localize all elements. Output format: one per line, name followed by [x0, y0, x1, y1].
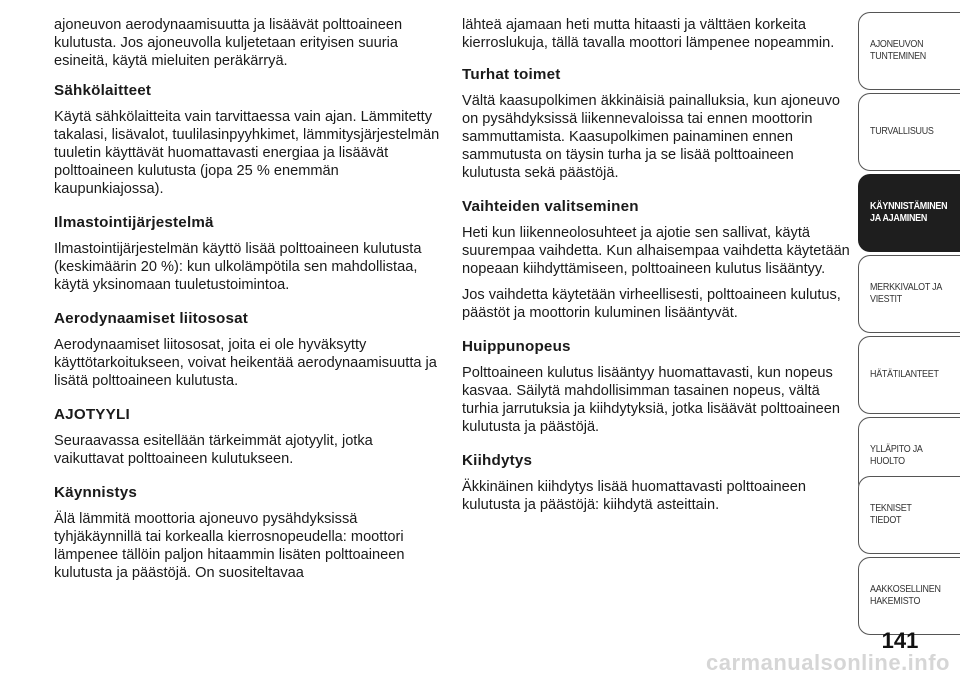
tab-safety[interactable] — [858, 93, 960, 171]
tab-alphabetical-index[interactable] — [858, 557, 960, 635]
paragraph-air-conditioning: Ilmastointijärjestelmän käyttö lisää polttoaineen kulutusta (keskimäärin 20 %): kun ulkolämpötila sen mahdollistaa, käytä yksinomaan tuuletustoimintoa. — [54, 241, 422, 293]
tab-emergencies[interactable] — [858, 336, 960, 414]
paragraph-acceleration: Äkkinäinen kiihdytys lisää huomattavasti polttoaineen kulutusta ja päästöjä: kiihdytä asteittain. — [462, 479, 806, 513]
paragraph-aerodynamic-parts: Aerodynaamiset liitososat, joita ei ole hyväksytty käyttötarkoitukseen, voivat heikentää aerodynaamisuutta ja lisätä polttoaineen kulutusta. — [54, 337, 437, 389]
heading-acceleration: Kiihdytys — [462, 452, 533, 469]
paragraph-starting: Älä lämmitä moottoria ajoneuvo pysähdyksissä tyhjäkäynnillä tai korkealla kierrosnopeudella: moottori lämpenee tällöin paljon hitaammin lisäten polttoaineen kulutusta ja päästöjä. On suositeltavaa — [54, 511, 405, 581]
watermark: carmanualsonline.info — [706, 650, 950, 675]
paragraph-driving-style: Seuraavassa esitellään tärkeimmät ajotyylit, jotka vaikuttavat polttoaineen kulutukseen. — [54, 433, 373, 467]
paragraph-top-speed: Polttoaineen kulutus lisääntyy huomattavasti, kun nopeus kasvaa. Säilytä mahdollisimman tasainen nopeus, vältä turhia jarrutuksia ja kiihdytyksiä, jotka lisäävät polttoaineen kulutusta ja päästöjä. — [462, 365, 841, 435]
heading-electrical-devices: Sähkölaitteet — [54, 82, 152, 99]
right-intro-paragraph: lähteä ajamaan heti mutta hitaasti ja välttäen korkeita kierroslukuja, tällä tavalla moottori lämpenee nopeammin. — [462, 17, 835, 51]
tab-warning-lights-and-messages[interactable] — [858, 255, 960, 333]
paragraph-gear-selection: Heti kun liikenneolosuhteet ja ajotie sen sallivat, käytä suurempaa vaihdetta. Kun alhaisempaa vaihdetta käytetään nopeaan kiihdyttämiseen, polttoaineen kulutus lisääntyy. — [462, 225, 850, 277]
heading-unnecessary-actions: Turhat toimet — [462, 66, 561, 83]
tab-label: AAKKOSELLINEN HAKEMISTO — [870, 584, 941, 607]
tab-label: MERKKIVALOT JA VIESTIT — [870, 282, 943, 305]
heading-air-conditioning: Ilmastointijärjestelmä — [54, 214, 214, 231]
tab-label: HÄTÄTILANTEET — [870, 369, 939, 380]
tab-label: KÄYNNISTÄMINEN JA AJAMINEN — [870, 201, 948, 224]
page-number: 141 — [881, 628, 919, 653]
tab-label: AJONEUVON TUNTEMINEN — [870, 39, 927, 62]
tab-label: TEKNISET TIEDOT — [870, 503, 912, 526]
tab-label: YLLÄPITO JA HUOLTO — [870, 444, 923, 467]
tab-label: TURVALLISUUS — [870, 126, 934, 137]
heading-gear-selection: Vaihteiden valitseminen — [462, 198, 639, 215]
tab-vehicle-familiarization[interactable] — [858, 12, 960, 90]
left-column — [54, 16, 446, 590]
heading-top-speed: Huippunopeus — [462, 338, 571, 355]
heading-aerodynamic-parts: Aerodynaamiset liitososat — [54, 310, 249, 327]
tab-technical-specifications[interactable] — [858, 476, 960, 554]
heading-driving-style: AJOTYYLI — [54, 406, 130, 423]
heading-starting: Käynnistys — [54, 484, 138, 501]
right-column — [462, 16, 854, 522]
tab-starting-and-driving[interactable] — [858, 174, 960, 252]
paragraph-unnecessary-actions: Vältä kaasupolkimen äkkinäisiä painalluksia, kun ajoneuvo on pysähdyksissä liikennevaloissa tai ennen moottorin sammuttamista. Kaasupolkimen painaminen ennen sammutusta on täysin turha ja se lisää polttoaineen kulutusta sekä päästöjä. — [462, 93, 841, 181]
paragraph-electrical-devices: Käytä sähkölaitteita vain tarvittaessa vain ajan. Lämmitetty takalasi, lisävalot, tuulilasinpyyhkimet, lämmitysjärjestelmän tuuletin käyttävät huomattavasti energiaa ja lisäävät polttoaineen kulutusta (jopa 25 % enemmän kaupunkiajossa). — [54, 109, 440, 197]
chapter-index-tabs — [858, 0, 960, 678]
left-intro-paragraph: ajoneuvon aerodynaamisuutta ja lisäävät polttoaineen kulutusta. Jos ajoneuvolla kuljetetaan erityisen suuria esineitä, käytä mieluiten peräkärryä. — [54, 17, 403, 69]
paragraph-gear-selection-misuse: Jos vaihdetta käytetään virheellisesti, polttoaineen kulutus, päästöt ja moottorin kuluminen lisääntyvät. — [462, 287, 841, 321]
